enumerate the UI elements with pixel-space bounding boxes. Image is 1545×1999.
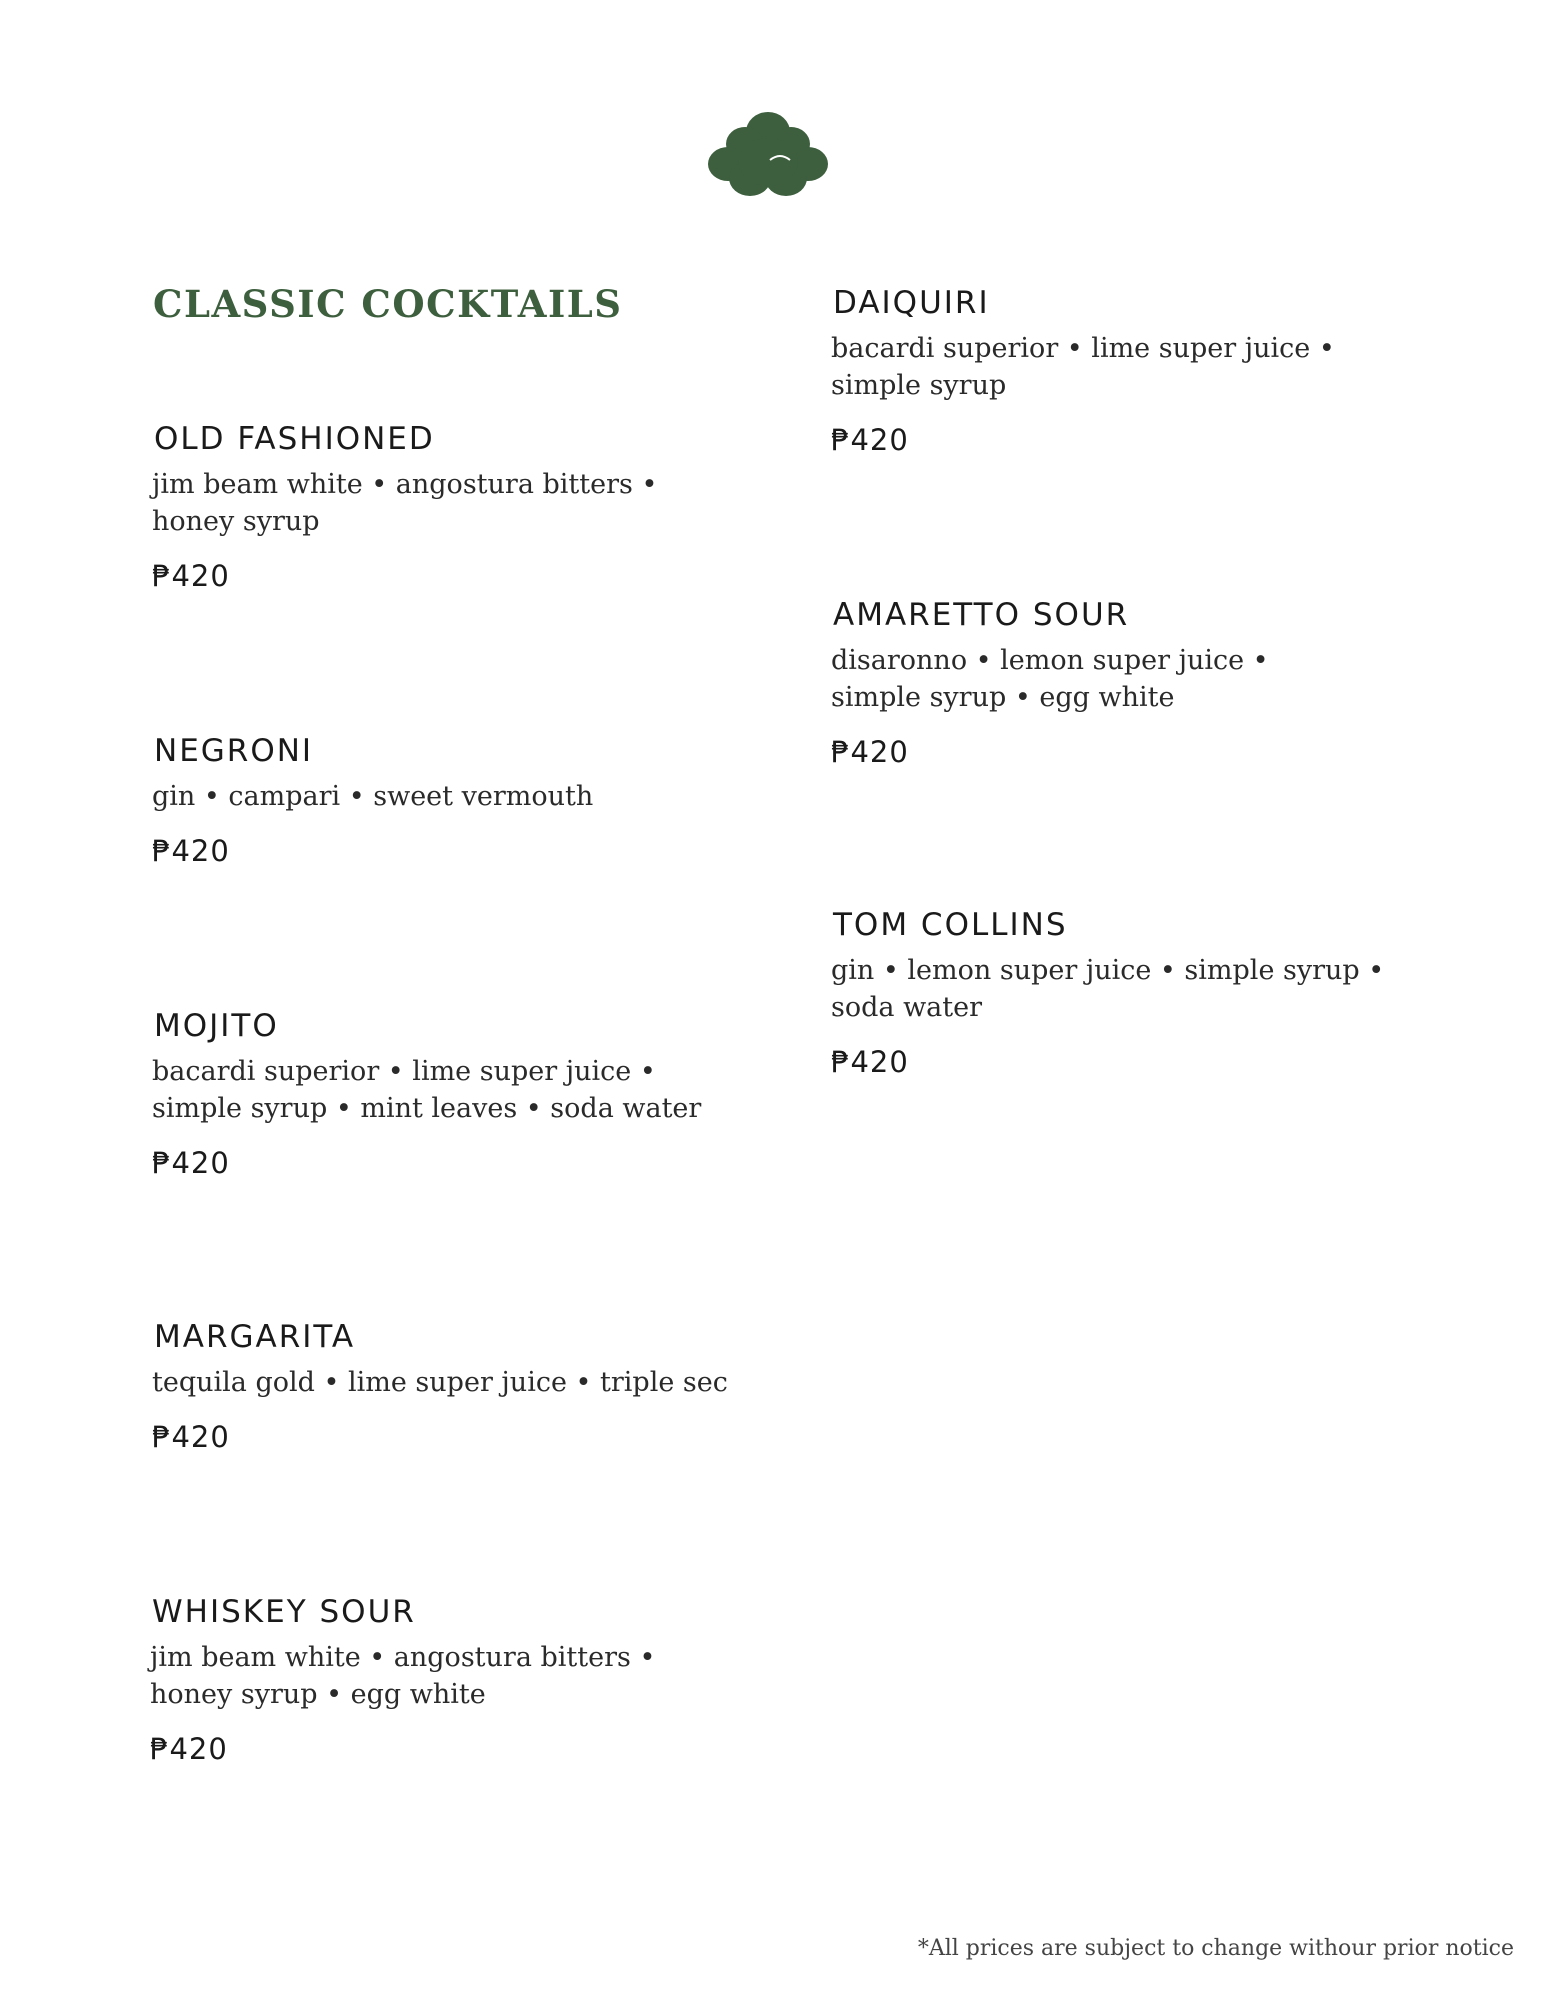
item-description: jim beam white • angostura bitters • honey syrup — [152, 469, 658, 537]
item-name: NEGRONI — [154, 733, 314, 769]
item-description: jim beam white • angostura bitters • honey syrup • egg white — [150, 1642, 656, 1710]
item-price: ₱420 — [831, 423, 909, 457]
item-price: ₱420 — [831, 735, 909, 769]
menu-item — [152, 1318, 772, 1455]
item-price: ₱420 — [152, 1420, 230, 1454]
item-name: WHISKEY SOUR — [152, 1594, 416, 1630]
item-price: ₱420 — [831, 1045, 909, 1079]
menu-item — [150, 1593, 770, 1767]
section-title: CLASSIC COCKTAILS — [153, 282, 623, 326]
item-description: gin • lemon super juice • simple syrup • soda water — [831, 955, 1385, 1023]
item-description: gin • campari • sweet vermouth — [152, 781, 594, 812]
item-description: bacardi superior • lime super juice • simple syrup • mint leaves • soda water — [152, 1056, 702, 1124]
item-price: ₱420 — [152, 559, 230, 593]
price-disclaimer: *All prices are subject to change withour prior notice — [917, 1936, 1514, 1961]
item-name: AMARETTO SOUR — [833, 597, 1130, 633]
item-name: OLD FASHIONED — [154, 421, 435, 457]
menu-item — [831, 906, 1451, 1080]
item-name: DAIQUIRI — [833, 285, 990, 321]
menu-item — [831, 284, 1451, 458]
item-description: bacardi superior • lime super juice • simple syrup — [831, 333, 1335, 401]
item-price: ₱420 — [152, 1146, 230, 1180]
item-name: TOM COLLINS — [833, 907, 1068, 943]
item-name: MOJITO — [154, 1008, 279, 1044]
item-description: disaronno • lemon super juice • simple syrup • egg white — [831, 645, 1269, 713]
menu-item — [831, 596, 1451, 770]
item-description: tequila gold • lime super juice • triple sec — [152, 1367, 728, 1398]
menu-item — [152, 732, 772, 869]
menu-item — [152, 420, 772, 594]
item-price: ₱420 — [150, 1732, 228, 1766]
clover-leaf-logo-icon — [708, 108, 828, 200]
item-price: ₱420 — [152, 834, 230, 868]
item-name: MARGARITA — [154, 1319, 356, 1355]
menu-item — [152, 1007, 772, 1181]
